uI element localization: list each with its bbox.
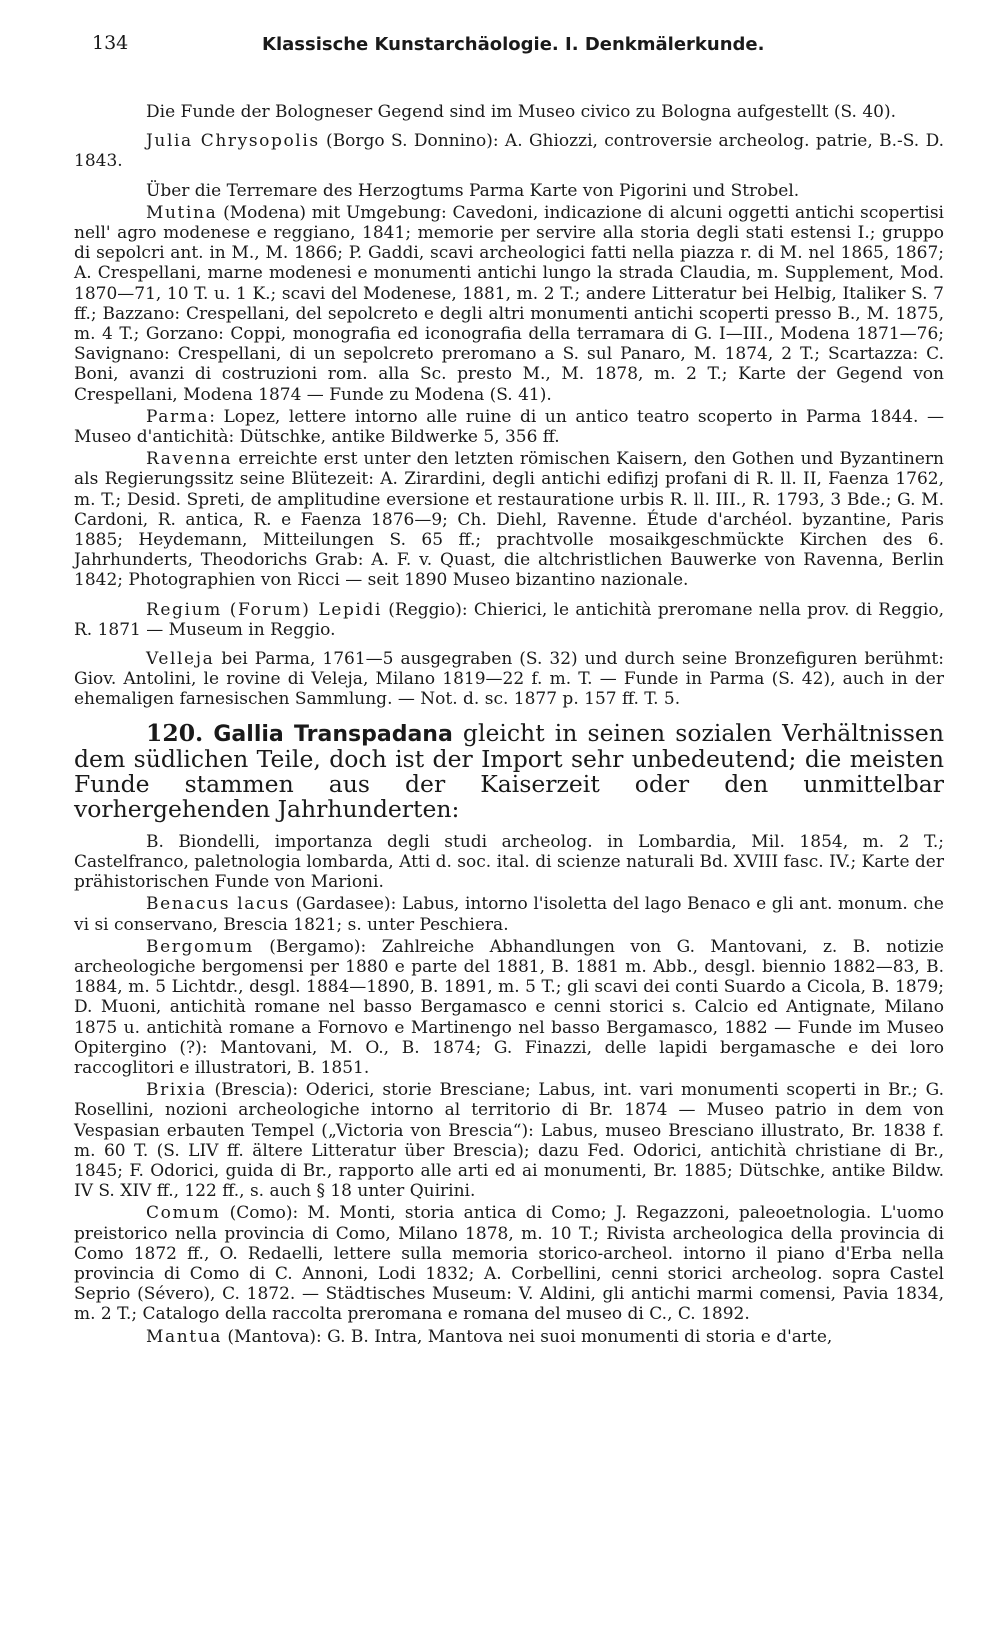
paragraph-comum: Comum (Como): M. Monti, storia antica di Como; J. Regazzoni, paleoetnologia. L'uomo preistorico nella provincia di Como, Milano 1878, m. 10 T.; Rivista archeologica della provincia di Como 1872 ff., O. Redaelli, lettere sulla memoria storico-archeol. intorno il piano d'Erba nella provincia di Como di C. Annoni, Lodi 1832; A. Corbellini, cenni storici archeolog. sopra Castel Seprio (Sévero), C. 1872. — Städtisches Museum: V. Aldini, gli antichi marmi comensi, Pavia 1834, m. 2 T.; Catalogo della raccolta preromana e romana del museo di C., C. 1892. <box>74 1203 944 1325</box>
section-120 <box>74 718 944 823</box>
running-title: Klassische Kunstarchäologie. I. Denkmälerkunde. <box>262 34 765 55</box>
paragraph-terremare: Über die Terremare des Herzogtums Parma Karte von Pigorini und Strobel. <box>146 180 800 201</box>
paragraph-velleja: Velleja bei Parma, 1761—5 ausgegraben (S. 32) und durch seine Bronzefiguren berühmt: Giov. Antolini, le rovine di Veleja, Milano 1819—22 f. m. T. — Funde in Parma (S. 42), auch in der ehemaligen farnesischen Sammlung. — Not. d. sc. 1877 p. 157 ff. T. 5. <box>74 649 944 710</box>
paragraph-benacus: Benacus lacus (Gardasee): Labus, intorno l'isoletta del lago Benaco e gli ant. monum. che vi si conservano, Brescia 1821; s. unter Peschiera. <box>74 894 944 935</box>
paragraph-mantua: Mantua (Mantova): G. B. Intra, Mantova nei suoi monumenti di storia e d'arte, <box>146 1326 833 1347</box>
page-content <box>74 102 944 1347</box>
paragraph-ravenna: Ravenna erreichte erst unter den letzten römischen Kaisern, den Gothen und Byzantinern als Regierungssitz seine Blütezeit: A. Zirardini, degli antichi edifizj profani di R. ll. II, Faenza 1762, m. T.; Desid. Spreti, de amplitudine eversione et restauratione urbis R. ll. III., R. 1793, 3 Bde.; G. M. Cardoni, R. antica, R. e Faenza 1876—9; Ch. Diehl, Ravenne. Étude d'archéol. byzantine, Paris 1885; Heydemann, Mitteilungen S. 65 ff.; prachtvolle mosaikgeschmückte Kirchen des 6. Jahrhunderts, Theodorichs Grab: A. F. v. Quast, die altchristlichen Bauwerke von Ravenna, Berlin 1842; Photographien von Ricci — seit 1890 Museo bizantino nazionale. <box>74 449 944 591</box>
paragraph-bologna: Die Funde der Bologneser Gegend sind im Museo civico zu Bologna aufgestellt (S. 40). <box>146 102 897 122</box>
paragraph-biondelli: B. Biondelli, importanza degli studi archeolog. in Lombardia, Mil. 1854, m. 2 T.; Castelfranco, paletnologia lombarda, Atti d. soc. ital. di scienze naturali Bd. XVIII fasc. IV.; Karte der prähistorischen Funde von Marioni. <box>74 831 944 893</box>
page-header <box>74 30 944 66</box>
paragraph-regium: Regium (Forum) Lepidi (Reggio): Chierici, le antichità preromane nella prov. di Reggio, R. 1871 — Museum in Reggio. <box>74 599 944 640</box>
section-heading: Gallia Transpadana <box>213 721 453 747</box>
paragraph-brixia: Brixia (Brescia): Oderici, storie Bresciane; Labus, int. vari monumenti scoperti in Br.; G. Rosellini, nozioni archeologiche intorno al territorio di Br. 1874 — Museo patrio in dem von Vespasian erbauten Tempel („Victoria von Brescia“): Labus, museo Bresciano illustrato, Br. 1838 f. m. 60 T. (S. LIV ff. ältere Litteratur über Brescia); dazu Fed. Odorici, antichità christiane di Br., 1845; F. Odorici, guida di Br., rapporto alle arti ed ai monumenti, Br. 1885; Dütschke, antike Bildw. IV S. XIV ff., 122 ff., s. auch § 18 unter Quirini. <box>74 1080 944 1202</box>
paragraph-parma: Parma: Lopez, lettere intorno alle ruine di un antico teatro scoperto in Parma 1844. — Museo d'antichità: Dütschke, antike Bildwerke 5, 356 ff. <box>74 406 944 448</box>
paragraph-julia-chrysopolis: Julia Chrysopolis (Borgo S. Donnino): A. Ghiozzi, controversie archeolog. patrie, B.-S. D. 1843. <box>74 131 944 172</box>
page-number: 134 <box>92 32 129 54</box>
section-text: gleicht in seinen sozialen Verhältnissen dem südlichen Teile, doch ist der Import sehr unbedeutend; die meisten Funde stammen aus der Kaiserzeit oder den unmittelbar vorhergehenden Jahrhunderten: <box>74 718 944 823</box>
section-number: 120. <box>146 718 204 747</box>
paragraph-mutina: Mutina (Modena) mit Umgebung: Cavedoni, indicazione di alcuni oggetti antichi scopertisi nell' agro modenese e reggiano, 1841; memorie per servire alla storia degli stati estensi I.; gruppo di sepolcri ant. in M., M. 1866; P. Gaddi, scavi archeologici fatti nella piazza r. di M. nel 1865, 1867; A. Crespellani, marne modenesi e monumenti antichi lungo la strada Claudia, m. Supplement, Mod. 1870—71, 10 T. u. 1 K.; scavi del Modenese, 1881, m. 2 T.; andere Litteratur bei Helbig, Italiker S. 7 ff.; Bazzano: Crespellani, del sepolcreto e degli altri monumenti antichi scoperti presso B., M. 1875, m. 4 T.; Gorzano: Coppi, monografia ed iconografia della terramara di G. I—III., Modena 1871—76; Savignano: Crespellani, di un sepolcreto preromano a S. sul Panaro, M. 1874, 2 T.; Scartazza: C. Boni, avanzi di costruzioni rom. alla Sc. presto M., M. 1878, m. 2 T.; Karte der Gegend von Crespellani, Modena 1874 — Funde zu Modena (S. 41). <box>74 202 944 405</box>
paragraph-bergomum: Bergomum (Bergamo): Zahlreiche Abhandlungen von G. Mantovani, z. B. notizie archeologiche bergomensi per 1880 e parte del 1881, B. 1881 m. Abb., desgl. biennio 1882—83, B. 1884, m. 5 Lichtdr., desgl. 1884—1890, B. 1891, m. 5 T.; gli scavi dei conti Suardo a Cicola, B. 1879; D. Muoni, antichità romane nel basso Bergamasco e cenni storici s. Calcio ed Antignate, Milano 1875 u. antichità romane a Fornovo e Martinengo nel basso Bergamasco, 1882 — Funde im Museo Opitergino (?): Mantovani, M. O., B. 1874; G. Finazzi, delle lapidi bergamasche e dei loro raccoglitori e illustratori, B. 1851. <box>74 936 944 1078</box>
